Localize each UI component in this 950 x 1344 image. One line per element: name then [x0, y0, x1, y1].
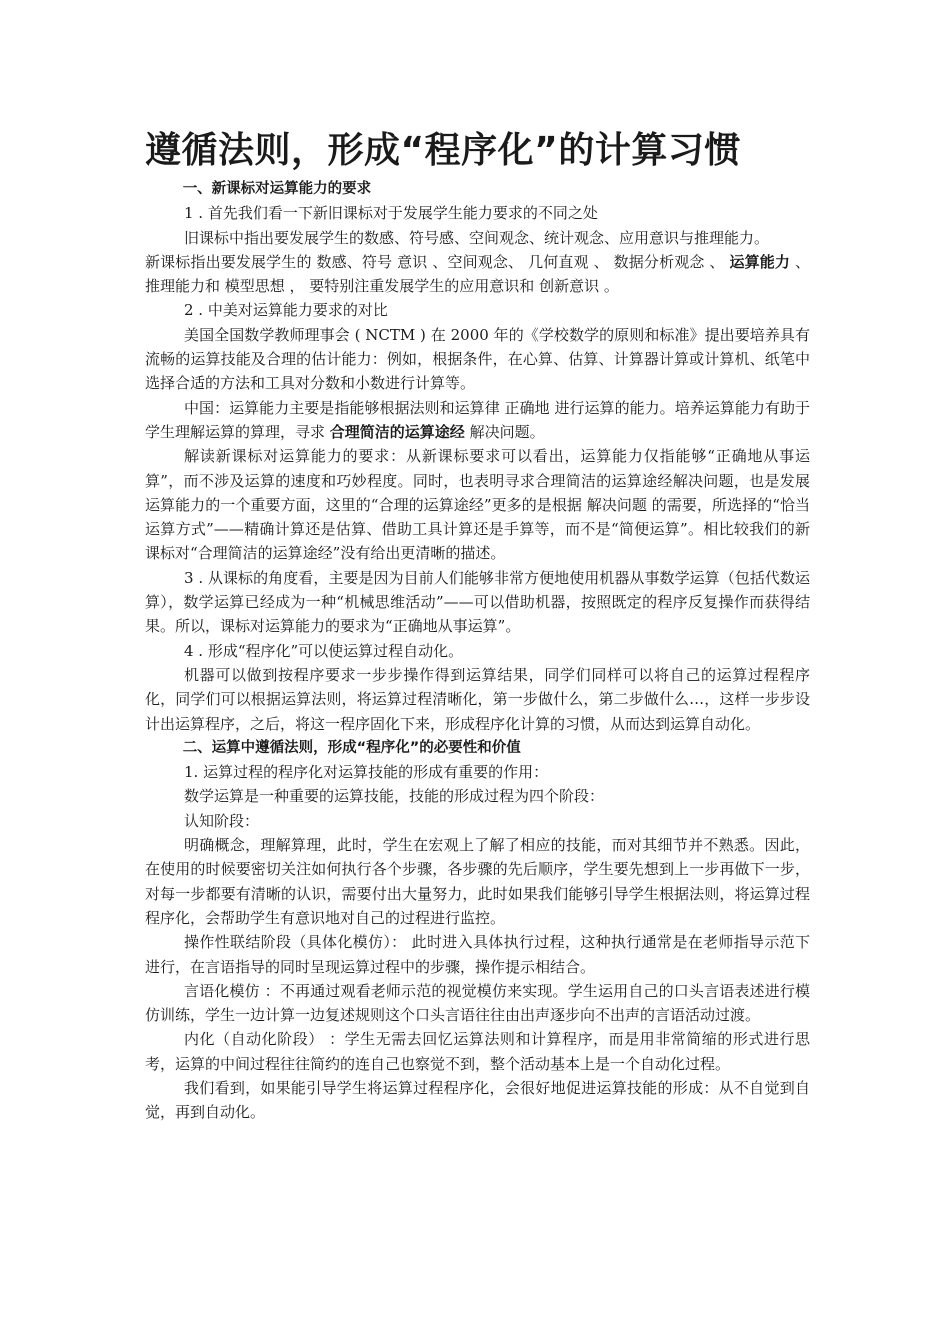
- item-1-paragraph: 1 . 首先我们看一下新旧课标对于发展学生能力要求的不同之处: [184, 204, 598, 223]
- document-page: [145, 125, 810, 1125]
- new-curriculum-text-a: 新课标指出要发展学生的 数感、符号 意识 、空间观念、 几何直观 、 数据分析观念 、: [145, 252, 730, 271]
- stages-paragraph: 数学运算是一种重要的运算技能，技能的形成过程为四个阶段：: [184, 787, 605, 806]
- section-1-heading: 一、新课标对运算能力的要求: [182, 181, 372, 197]
- china-paragraph: [145, 396, 810, 445]
- conclusion-paragraph: 我们看到，如果能引导学生将运算过程程序化，会很好地促进运算技能的形成：从不自觉到自觉，再到自动化。: [145, 1078, 810, 1122]
- item-2-paragraph: 2 . 中美对运算能力要求的对比: [184, 301, 388, 320]
- highlight-reasonable-approach: 合理简洁的运算途经: [329, 422, 465, 441]
- document-title: 遵循法则，形成“程序化”的计算习惯: [145, 130, 741, 171]
- interpretation-paragraph: 解读新课标对运算能力的要求：从新课标要求可以看出，运算能力仅指能够“正确地从事运算”，而不涉及运算的速度和巧妙程度。同时，也表明寻求合理简洁的运算途经解决问题，也是发展运算能力的一个重要方面，这里的“合理的运算途经”更多的是根据 解决问题 的需要，所选择的“恰当运算方式”——精确计算还是估算、借助工具计算还是手算等，而不是“简便运算”。相比较我们的新课标对“合理简洁的运算途经”没有给出更清晰的描述。: [145, 447, 810, 563]
- verbal-stage-paragraph: 言语化模仿 ：不再通过观看老师示范的视觉模仿来实现。学生运用自己的口头言语表述进行模仿训练，学生一边计算一边复述规则这个口头言语往往由出声逐步向不出声的言语活动过渡。: [145, 981, 810, 1025]
- new-curriculum-paragraph: [145, 250, 810, 299]
- internalization-stage-paragraph: 内化（自动化阶段） ：学生无需去回忆运算法则和计算程序，而是用非常简缩的形式进行思考，运算的中间过程往往简约的连自己也察觉不到，整个活动基本上是一个自动化过程。: [145, 1030, 810, 1073]
- item-4-paragraph: 4 . 形成“程序化”可以使运算过程自动化。: [184, 641, 464, 660]
- s2-item-1-paragraph: 1. 运算过程的程序化对运算技能的形成有重要的作用：: [184, 763, 549, 782]
- machine-paragraph: 机器可以做到按程序要求一步步操作得到运算结果，同学们同样可以将自己的运算过程程序化，同学们可以根据运算法则，将运算过程清晰化，第一步做什么，第二步做什么…，这样一步步设计出运算程序，之后，将这一程序固化下来，形成程序化计算的习惯，从而达到运算自动化。: [145, 665, 810, 733]
- china-text-a: 中国：运算能力主要是指能够根据法则和运算律 正确地 进行运算的能力。培养运算能力有助于学生理解运算的算理，寻求: [145, 398, 810, 441]
- highlight-computing-ability: 运算能力: [729, 252, 791, 271]
- nctm-paragraph: 美国全国数学教师理事会 ( NCTM ) 在 2000 年的《学校数学的原则和标准》提出要培养具有流畅的运算技能及合理的估计能力：例如，根据条件，在心算、估算、计算器计算或计算机、纸笔中选择合适的方法和工具对分数和小数进行计算等。: [145, 325, 810, 393]
- china-text-b: 解决问题。: [464, 422, 545, 441]
- section-2-heading: 二、运算中遵循法则，形成“程序化”的必要性和价值: [182, 739, 521, 756]
- cognitive-stage-paragraph: 明确概念，理解算理，此时，学生在宏观上了解了相应的技能，而对其细节并不熟悉。因此，在使用的时候要密切关注如何执行各个步骤，各步骤的先后顺序，学生要先想到上一步再做下一步，对每一步都要有清晰的认识，需要付出大量努力，此时如果我们能够引导学生根据法则，将运算过程程序化，会帮助学生有意识地对自己的过程进行监控。: [145, 836, 810, 927]
- operative-stage-paragraph: 操作性联结阶段（具体化模仿）： 此时进入具体执行过程，这种执行通常是在老师指导示范下进行，在言语指导的同时呈现运算过程中的步骤，操作提示相结合。: [145, 933, 810, 976]
- item-3-paragraph: 3 . 从课标的角度看，主要是因为目前人们能够非常方便地使用机器从事数学运算（包括代数运算），数学运算已经成为一种“机械思维活动”——可以借助机器，按照既定的程序反复操作而获得结果。所以，课标对运算能力的要求为“正确地从事运算”。: [145, 568, 810, 636]
- cognitive-stage-label: 认知阶段：: [184, 811, 260, 830]
- old-curriculum-paragraph: 旧课标中指出要发展学生的数感、符号感、空间观念、统计观念、应用意识与推理能力。: [184, 228, 770, 247]
- new-curriculum-text-b: 、推理能力和 模型思想 ， 要特别注重发展学生的应用意识和 创新意识 。: [145, 252, 810, 296]
